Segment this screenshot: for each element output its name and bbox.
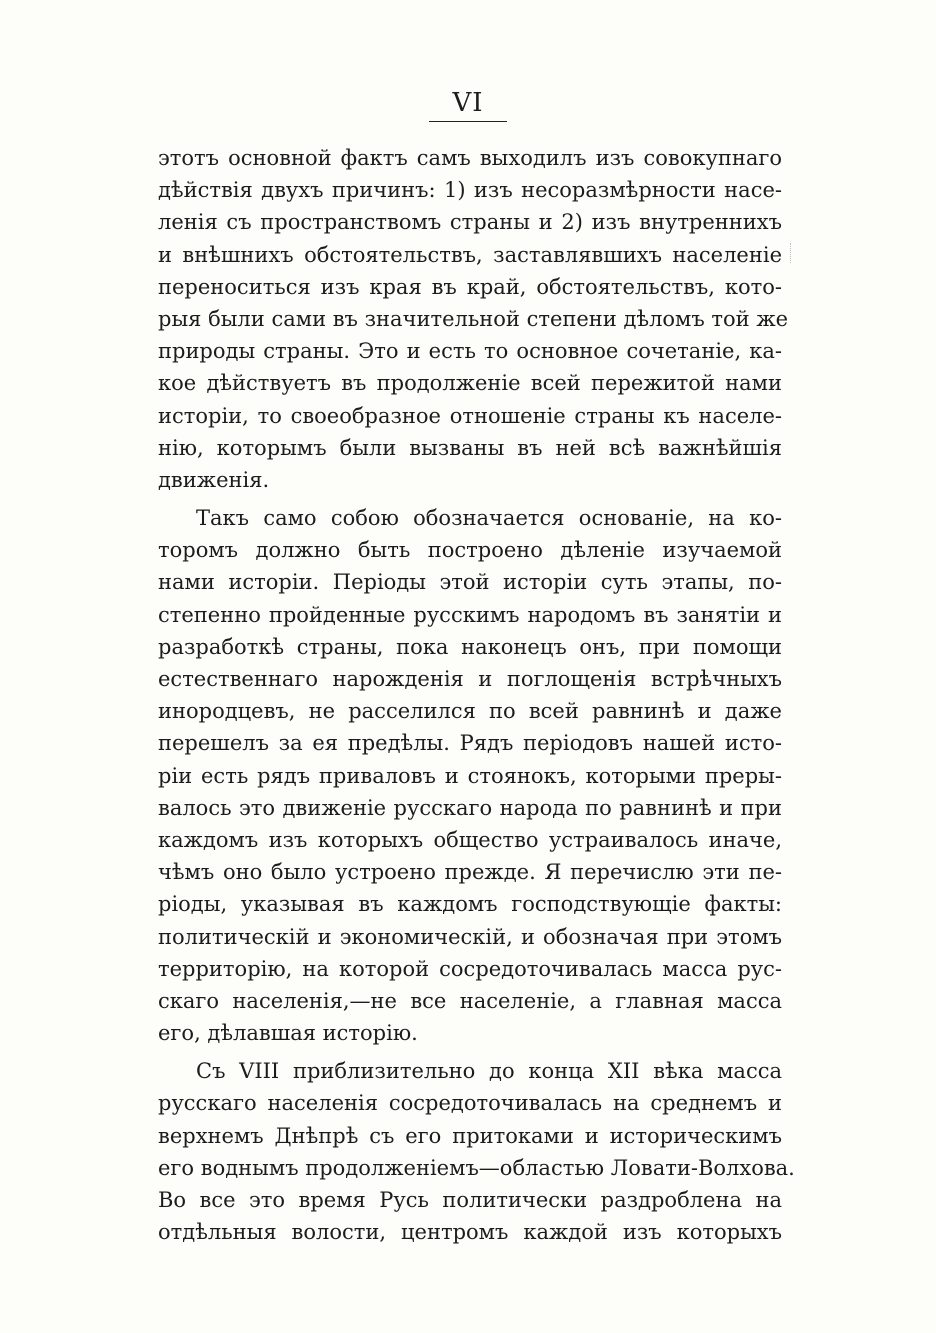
text-line: Съ VIII приблизительно до конца XII вѣка масса xyxy=(196,1059,782,1084)
text-line: его воднымъ продолженіемъ—областью Ловати-Волхова. xyxy=(158,1155,795,1180)
text-line: нію, которымъ были вызваны въ ней всѣ важнѣйшія xyxy=(158,435,782,460)
text-line: валось это движеніе русскаго народа по равнинѣ и при xyxy=(158,795,782,820)
text-line: территорію, на которой сосредоточивалась масса рус- xyxy=(158,956,782,981)
text-line: естественнаго нарожденія и поглощенія встрѣчныхъ xyxy=(158,667,782,691)
text-line: чѣмъ оно было устроено прежде. Я перечислю эти пе- xyxy=(158,860,782,885)
text-line: природы страны. Это и есть то основное сочетаніе, ка- xyxy=(158,339,782,364)
text-line: политическій и экономическій, и обозначая при этомъ xyxy=(158,924,782,949)
text-line: разработкѣ страны, пока наконецъ онъ, при помощи xyxy=(158,634,782,659)
text-line: каждомъ изъ которыхъ общество устраивалось иначе, xyxy=(158,827,782,852)
paragraph xyxy=(158,502,782,1049)
text-line: исторіи, то своеобразное отношеніе страны къ населе- xyxy=(158,403,782,428)
text-line: скаго населенія,—не все населеніе, а главная масса xyxy=(158,988,782,1013)
paragraph xyxy=(158,1055,795,1248)
text-line: перешелъ за ея предѣлы. Рядъ періодовъ нашей исто- xyxy=(158,731,782,756)
page-number-underline xyxy=(429,121,507,122)
text-line: переноситься изъ края въ край, обстоятельствъ, кото- xyxy=(158,274,782,299)
text-line: Во все это время Русь политически раздроблена на xyxy=(158,1188,782,1212)
text-line: кое дѣйствуетъ въ продолженіе всей пережитой нами xyxy=(158,371,782,396)
margin-scan-mark xyxy=(790,243,791,263)
text-line: и внѣшнихъ обстоятельствъ, заставлявшихъ населеніе xyxy=(158,242,782,267)
text-line: торомъ должно быть построено дѣленіе изучаемой xyxy=(158,538,782,563)
text-line: ленія съ пространствомъ страны и 2) изъ внутреннихъ xyxy=(158,210,782,235)
text-line: Такъ само собою обозначается основаніе, на ко- xyxy=(196,506,782,531)
text-line: инородцевъ, не расселился по всей равнинѣ и даже xyxy=(158,699,782,724)
text-line: степенно пройденные русскимъ народомъ въ занятіи и xyxy=(158,602,782,627)
text-line: движенія. xyxy=(158,467,270,492)
body-text xyxy=(158,142,795,1248)
text-line: русскаго населенія сосредоточивалась на среднемъ и xyxy=(158,1091,782,1116)
text-line: отдѣльныя волости, центромъ каждой изъ которыхъ xyxy=(158,1220,782,1245)
page-number: VI xyxy=(452,88,484,118)
paragraph xyxy=(158,142,789,496)
text-line: верхнемъ Днѣпрѣ съ его притоками и историческимъ xyxy=(158,1123,782,1148)
text-line: этотъ основной фактъ самъ выходилъ изъ совокупнаго xyxy=(158,146,782,170)
text-line: ріи есть рядъ приваловъ и стоянокъ, которыми преры- xyxy=(158,763,782,788)
text-line: дѣйствія двухъ причинъ: 1) изъ несоразмѣрности насе- xyxy=(158,178,782,203)
text-line: ріоды, указывая въ каждомъ господствующіе факты: xyxy=(158,892,782,917)
text-line: его, дѣлавшая исторію. xyxy=(158,1021,418,1046)
text-line: рыя были сами въ значительной степени дѣломъ той же xyxy=(158,306,789,331)
text-line: нами исторіи. Періоды этой исторіи суть этапы, по- xyxy=(158,570,782,595)
